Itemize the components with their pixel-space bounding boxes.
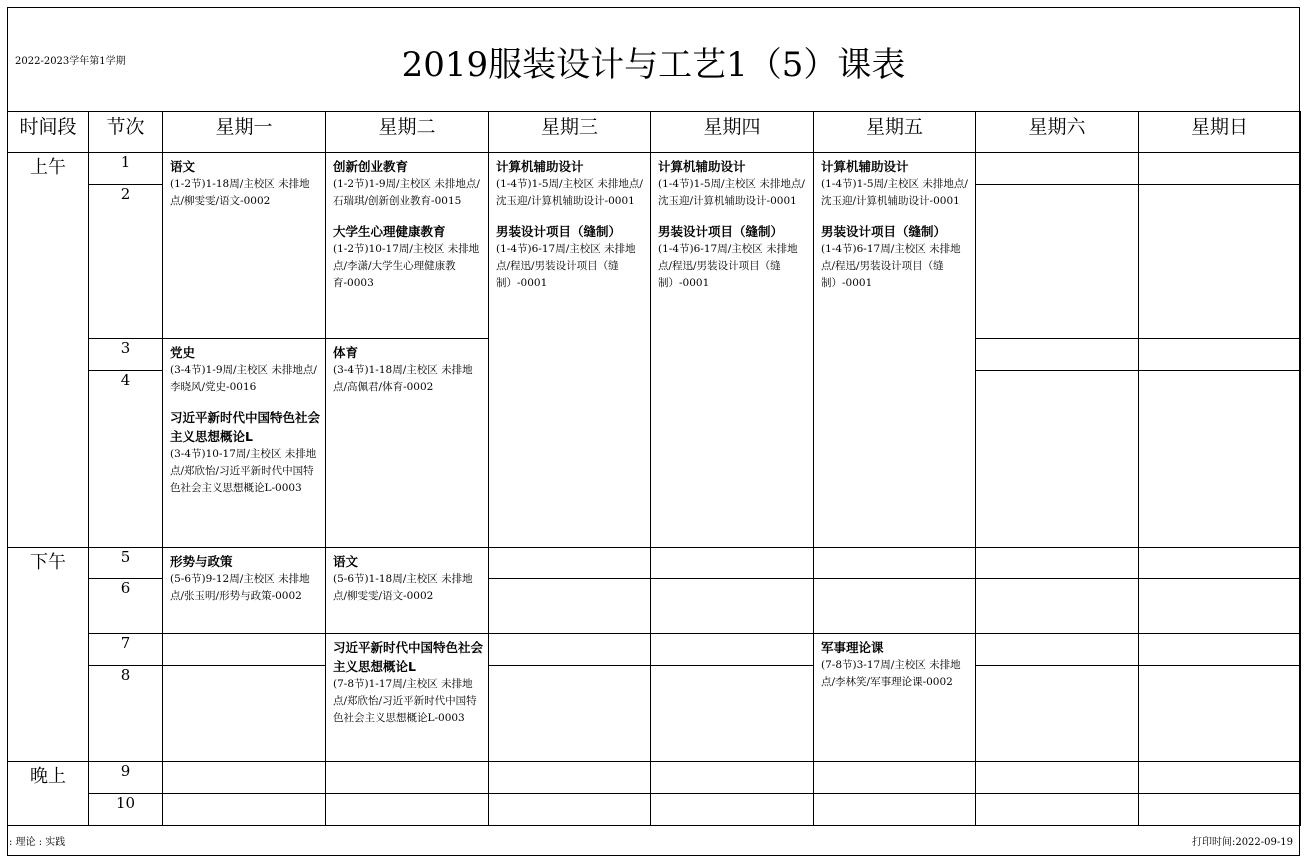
course-name: 大学生心理健康教育 <box>333 224 446 239</box>
course-cell[interactable] <box>651 153 814 548</box>
section-number: 9 <box>89 762 163 794</box>
empty-cell <box>489 548 651 579</box>
empty-cell <box>651 579 814 634</box>
empty-cell <box>489 579 651 634</box>
course-name: 计算机辅助设计 <box>658 159 746 174</box>
section-number: 8 <box>89 666 163 762</box>
empty-cell <box>814 762 976 794</box>
empty-cell <box>976 339 1139 371</box>
course-info: (1-2节)1-18周/主校区 未排地点/柳雯雯/语文-0002 <box>170 178 310 207</box>
empty-cell <box>1139 666 1301 762</box>
col-header-thu: 星期四 <box>651 112 814 153</box>
course-info: (1-4节)6-17周/主校区 未排地点/程迅/男装设计项目（缝制）-0001 <box>821 243 961 289</box>
empty-cell <box>1139 794 1301 826</box>
col-header-sun: 星期日 <box>1139 112 1301 153</box>
course-cell[interactable] <box>814 153 976 548</box>
col-header-sat: 星期六 <box>976 112 1139 153</box>
empty-cell <box>1139 185 1301 339</box>
col-header-tue: 星期二 <box>326 112 489 153</box>
course-info: (3-4节)10-17周/主校区 未排地点/郑欣怡/习近平新时代中国特色社会主义思想概论L-0003 <box>170 448 317 494</box>
course-name: 语文 <box>333 554 359 569</box>
course-name: 计算机辅助设计 <box>821 159 909 174</box>
empty-cell <box>814 794 976 826</box>
empty-cell <box>163 634 326 666</box>
section-number: 1 <box>89 153 163 185</box>
empty-cell <box>163 794 326 826</box>
course-cell[interactable] <box>163 339 326 548</box>
empty-cell <box>976 666 1139 762</box>
course-info: (5-6节)9-12周/主校区 未排地点/张玉明/形势与政策-0002 <box>170 573 310 602</box>
empty-cell <box>976 634 1139 666</box>
course-cell[interactable] <box>163 153 326 339</box>
course-cell[interactable] <box>326 548 489 634</box>
period-afternoon: 下午 <box>8 548 89 762</box>
header <box>7 7 1300 111</box>
course-name: 创新创业教育 <box>333 159 409 174</box>
empty-cell <box>326 762 489 794</box>
empty-cell <box>489 762 651 794</box>
course-info: (3-4节)1-18周/主校区 未排地点/高佩君/体育-0002 <box>333 364 473 393</box>
course-cell[interactable] <box>163 548 326 634</box>
course-name: 党史 <box>170 345 196 360</box>
print-time: 打印时间:2022-09-19 <box>1191 837 1293 848</box>
period-evening: 晚上 <box>8 762 89 826</box>
course-name: 语文 <box>170 159 196 174</box>
empty-cell <box>1139 634 1301 666</box>
empty-cell <box>1139 579 1301 634</box>
course-info: (7-8节)3-17周/主校区 未排地点/李林笑/军事理论课-0002 <box>821 659 961 688</box>
empty-cell <box>976 371 1139 548</box>
course-info: (1-2节)10-17周/主校区 未排地点/李潇/大学生心理健康教育-0003 <box>333 243 480 289</box>
section-number: 3 <box>89 339 163 371</box>
empty-cell <box>651 548 814 579</box>
course-name: 计算机辅助设计 <box>496 159 584 174</box>
course-name: 习近平新时代中国特色社会主义思想概论L <box>170 410 321 444</box>
empty-cell <box>976 548 1139 579</box>
empty-cell <box>163 666 326 762</box>
empty-cell <box>1139 339 1301 371</box>
empty-cell <box>163 762 326 794</box>
empty-cell <box>1139 153 1301 185</box>
col-header-period: 时间段 <box>8 112 89 153</box>
course-cell[interactable] <box>326 153 489 339</box>
section-number: 7 <box>89 634 163 666</box>
course-cell[interactable] <box>489 153 651 548</box>
section-number: 5 <box>89 548 163 579</box>
empty-cell <box>326 794 489 826</box>
empty-cell <box>976 579 1139 634</box>
course-name: 男装设计项目（缝制） <box>658 224 784 239</box>
section-number: 6 <box>89 579 163 634</box>
empty-cell <box>976 762 1139 794</box>
col-header-fri: 星期五 <box>814 112 976 153</box>
course-info: (7-8节)1-17周/主校区 未排地点/郑欣怡/习近平新时代中国特色社会主义思想概论L-0003 <box>333 678 477 724</box>
course-info: (1-4节)1-5周/主校区 未排地点/沈玉迎/计算机辅助设计-0001 <box>658 178 805 207</box>
empty-cell <box>489 634 651 666</box>
empty-cell <box>489 666 651 762</box>
section-number: 10 <box>89 794 163 826</box>
course-name: 形势与政策 <box>170 554 233 569</box>
course-info: (1-4节)6-17周/主校区 未排地点/程迅/男装设计项目（缝制）-0001 <box>496 243 636 289</box>
semester-label: 2022-2023学年第1学期 <box>15 56 126 67</box>
course-info: (3-4节)1-9周/主校区 未排地点/李晓风/党史-0016 <box>170 364 317 393</box>
section-number: 2 <box>89 185 163 339</box>
empty-cell <box>976 794 1139 826</box>
empty-cell <box>976 185 1139 339</box>
col-header-section: 节次 <box>89 112 163 153</box>
page-title: 2019服装设计与工艺1（5）课表 <box>401 45 906 85</box>
empty-cell <box>1139 371 1301 548</box>
course-name: 体育 <box>333 345 359 360</box>
course-info: (1-4节)1-5周/主校区 未排地点/沈玉迎/计算机辅助设计-0001 <box>821 178 968 207</box>
course-info: (5-6节)1-18周/主校区 未排地点/柳雯雯/语文-0002 <box>333 573 473 602</box>
empty-cell <box>1139 548 1301 579</box>
empty-cell <box>976 153 1139 185</box>
section-number: 4 <box>89 371 163 548</box>
empty-cell <box>1139 762 1301 794</box>
course-name: 习近平新时代中国特色社会主义思想概论L <box>333 640 484 674</box>
empty-cell <box>651 634 814 666</box>
course-info: (1-2节)1-9周/主校区 未排地点/石瑞琪/创新创业教育-0015 <box>333 178 480 207</box>
empty-cell <box>814 579 976 634</box>
footer-legend: : 理论 : 实践 <box>9 837 66 848</box>
course-info: (1-4节)6-17周/主校区 未排地点/程迅/男装设计项目（缝制）-0001 <box>658 243 798 289</box>
timetable <box>7 111 1301 826</box>
empty-cell <box>814 548 976 579</box>
course-name: 男装设计项目（缝制） <box>821 224 947 239</box>
course-info: (1-4节)1-5周/主校区 未排地点/沈玉迎/计算机辅助设计-0001 <box>496 178 643 207</box>
empty-cell <box>651 762 814 794</box>
course-name: 军事理论课 <box>821 640 884 655</box>
course-cell[interactable] <box>814 634 976 762</box>
empty-cell <box>651 666 814 762</box>
course-cell[interactable] <box>326 634 489 762</box>
course-name: 男装设计项目（缝制） <box>496 224 622 239</box>
col-header-wed: 星期三 <box>489 112 651 153</box>
course-cell[interactable] <box>326 339 489 548</box>
empty-cell <box>651 794 814 826</box>
empty-cell <box>489 794 651 826</box>
col-header-mon: 星期一 <box>163 112 326 153</box>
period-morning: 上午 <box>8 153 89 548</box>
